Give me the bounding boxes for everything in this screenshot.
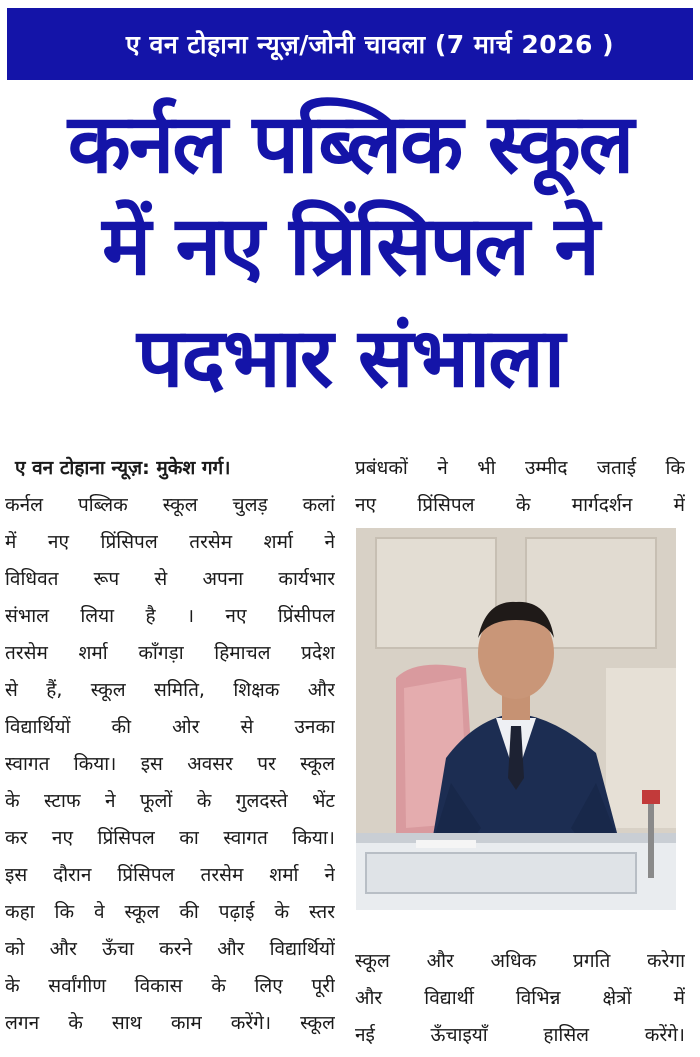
article-line: नई ऊँचाइयाँ हासिल करेंगे। — [355, 1024, 685, 1046]
headline-line-1: कर्नल पब्लिक स्कूल — [67, 97, 633, 192]
article-line: कर नए प्रिंसिपल का स्वागत किया। — [5, 827, 335, 849]
article-line: को और ऊँचा करने और विद्यार्थियों — [5, 938, 335, 960]
banner-text: ए वन टोहाना न्यूज़/जोनी चावला (7 मार्च 2026 ) — [125, 30, 615, 59]
article-line: स्वागत किया। इस अवसर पर स्कूल — [5, 753, 335, 775]
article-line: विद्यार्थियों की ओर से उनका — [5, 716, 335, 738]
article-line: प्रबंधकों ने भी उम्मीद जताई कि — [355, 457, 685, 479]
article-line: लगन के साथ काम करेंगे। स्कूल — [5, 1012, 335, 1034]
article-line: कर्नल पब्लिक स्कूल चुलड़ कलां — [5, 494, 335, 516]
article-line: इस दौरान प्रिंसिपल तरसेम शर्मा ने — [5, 864, 335, 886]
article-column-left — [5, 450, 335, 1042]
article-column-right-top — [355, 450, 685, 524]
article-line: तरसेम शर्मा काँगड़ा हिमाचल प्रदेश — [5, 642, 335, 664]
article-line: के स्टाफ ने फूलों के गुलदस्ते भेंट — [5, 790, 335, 812]
header-banner — [7, 8, 693, 80]
article-line: संभाल लिया है । नए प्रिंसीपल — [5, 605, 335, 627]
byline: ए वन टोहाना न्यूज़: मुकेश गर्ग। — [15, 457, 231, 479]
article-line: और विद्यार्थी विभिन्न क्षेत्रों में — [355, 987, 685, 1009]
article-line: स्कूल और अधिक प्रगति करेगा — [355, 950, 685, 972]
headline-line-2: में नए प्रिंसिपल ने — [102, 199, 598, 294]
principal-portrait-photo — [356, 528, 676, 910]
article-line: विधिवत रूप से अपना कार्यभार — [5, 568, 335, 590]
article-line: से हैं, स्कूल समिति, शिक्षक और — [5, 679, 335, 701]
article-line: कहा कि वे स्कूल की पढ़ाई के स्तर — [5, 901, 335, 923]
article-line: में नए प्रिंसिपल तरसेम शर्मा ने — [5, 531, 335, 553]
article-column-right-bottom — [355, 943, 685, 1054]
article-line: के सर्वांगीण विकास के लिए पूरी — [5, 975, 335, 997]
headline-line-3: पदभार संभाला — [136, 311, 564, 406]
article-line: नए प्रिंसिपल के मार्गदर्शन में — [355, 494, 685, 516]
